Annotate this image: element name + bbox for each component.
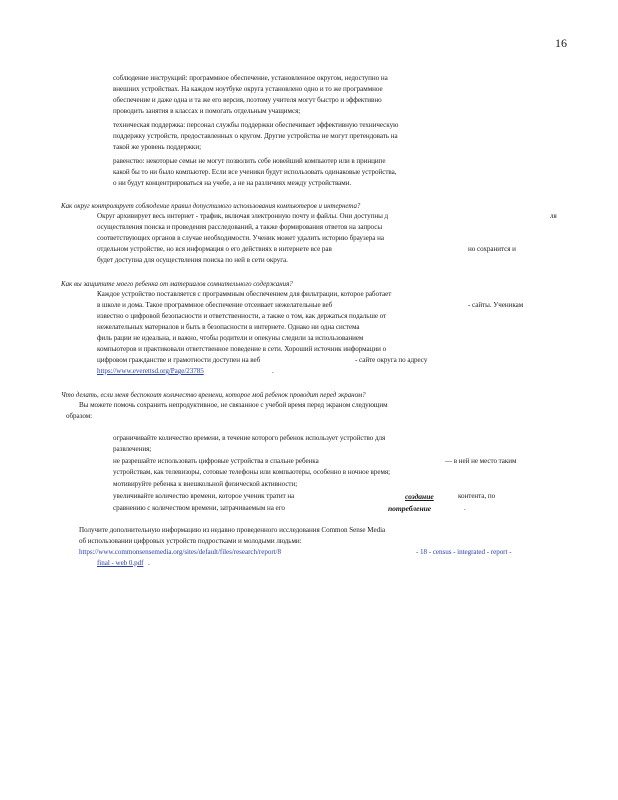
paragraph-line: филь рации не идеальна, и важно, чтобы родители и опекуны следили за использованием (97, 334, 364, 342)
bullet-line: увеличивайте количество времени, которое ученик тратит на (113, 492, 295, 500)
emphasis-consumption: потребление (388, 504, 432, 513)
bullet-line: мотивируйте ребенка к внешкольной физической активности; (113, 480, 298, 488)
bullet-line: обеспечение и даже одна и та же его версия, поэтому учителя могут быстро и эффективно (113, 96, 382, 104)
bullet-line: такой же уровень поддержки; (113, 143, 201, 151)
page-number: 16 (555, 36, 567, 50)
paragraph-line: компьютеров и практиковали ответственное поведение в сети. Хороший источник информации о (97, 345, 387, 353)
paragraph-line: цифровом гражданстве и грамотности доступен на веб (97, 356, 261, 364)
paragraph-line: Округ архивирует весь интернет - трафик, включая электронную почту и файлы. Они доступны д (97, 212, 389, 220)
paragraph-fragment: ля (550, 212, 557, 220)
bullet-line: проводить занятия в классах и помогать отдельным учащимся; (113, 107, 301, 115)
emphasis-creation: создание (405, 492, 434, 501)
paragraph-line: известно о цифровой безопасности и ответственности, а также о том, как держаться подальше от (97, 312, 387, 320)
paragraph-line: в школе и дома. Такое программное обеспечение отсеивает нежелательные веб (97, 301, 333, 309)
section-question: Как вы защитите моего ребенка от материалов сомнительного содержания? (61, 281, 293, 288)
bullet-line: техническая поддержка: персонал службы поддержки обеспечивает эффективную техническую (113, 121, 399, 129)
paragraph-line: образом: (66, 412, 93, 420)
paragraph-fragment: контента, по (458, 492, 496, 500)
paragraph-line: Вы можете помочь сохранить непродуктивное, не связанное с учебой время перед экраном следующим (79, 401, 388, 409)
research-link[interactable]: https://www.commonsensemedia.org/sites/default/files/research/report/8 (79, 548, 281, 556)
paragraph-fragment: - сайты. Ученикам (468, 301, 524, 309)
bullet-line: соблюдение инструкций: программное обеспечение, установленное округом, недоступно на (113, 74, 388, 82)
paragraph-line: осуществления поиска и проведения расследований, а также формирования ответов на запросы (97, 223, 383, 231)
district-link[interactable]: https://www.everettsd.org/Page/23785 (97, 367, 204, 375)
paragraph-line: об использовании цифровых устройств подростками и молодыми людьми: (79, 537, 302, 545)
bullet-line: ограничивайте количество времени, в течение которого ребенок использует устройство для (113, 434, 386, 442)
paragraph-line: Получите дополнительную информацию из недавно проведенного исследования Common Sense Media (79, 526, 386, 534)
bullet-line: развлечения; (113, 445, 152, 453)
link-punctuation: . (148, 559, 150, 567)
bullet-line: какой бы то ни было компьютер. Если все ученики будут использовать одинаковые устройства, (113, 168, 397, 176)
paragraph-line: соответствующих органов в случае необходимости. Ученик может удалить историю браузера на (97, 234, 384, 242)
paragraph-line: отдельном устройстве, но вся информация о его действиях в интернете все рав (97, 245, 332, 253)
bullet-line: сравнению с количеством времени, затрачиваемым на его (113, 504, 285, 512)
research-link-continued[interactable]: - 18 - census - integrated - report - (416, 548, 512, 556)
section-question: Что делать, если меня беспокоит количество времени, которое мой ребенок проводит перед экраном? (61, 392, 366, 399)
paragraph-fragment: - сайте округа по адресу (355, 356, 428, 364)
paragraph-fragment: — в ней не место таким (445, 457, 517, 465)
bullet-line: не разрешайте использовать цифровые устройства в спальне ребенка (113, 457, 319, 465)
section-question: Как округ контролирует соблюдение правил допустимого использования компьютеров и интернета? (61, 203, 361, 210)
paragraph-fragment: но сохранится и (468, 245, 516, 253)
paragraph-line: будет доступна для осуществления поиска по ней в сети округа. (97, 256, 288, 264)
paragraph-line: нежелательных материалов и быть в безопасности в интернете. Однако ни одна система (97, 323, 360, 331)
bullet-line: о ни будут концентрироваться на учебе, а не на различиях между устройствами. (113, 179, 352, 187)
paragraph-line: Каждое устройство поставляется с программным обеспечением для фильтрации, которое работает (97, 290, 392, 298)
bullet-line: устройствам, как телевизоры, сотовые телефоны или компьютеры, особенно в ночное время; (113, 468, 391, 476)
research-link-end[interactable]: final - web 0.pdf (97, 559, 144, 567)
bullet-line: внешних устройствах. На каждом ноутбуке округа установлено одно и то же программное (113, 85, 383, 93)
link-punctuation: . (272, 367, 274, 375)
paragraph-fragment: . (464, 504, 466, 512)
bullet-line: поддержку устройств, предоставленных о кругом. Другие устройства не могут претендовать на (113, 132, 398, 140)
bullet-line: равенство: некоторые семьи не могут позволить себе новейший компьютер или в принципе (113, 157, 386, 165)
